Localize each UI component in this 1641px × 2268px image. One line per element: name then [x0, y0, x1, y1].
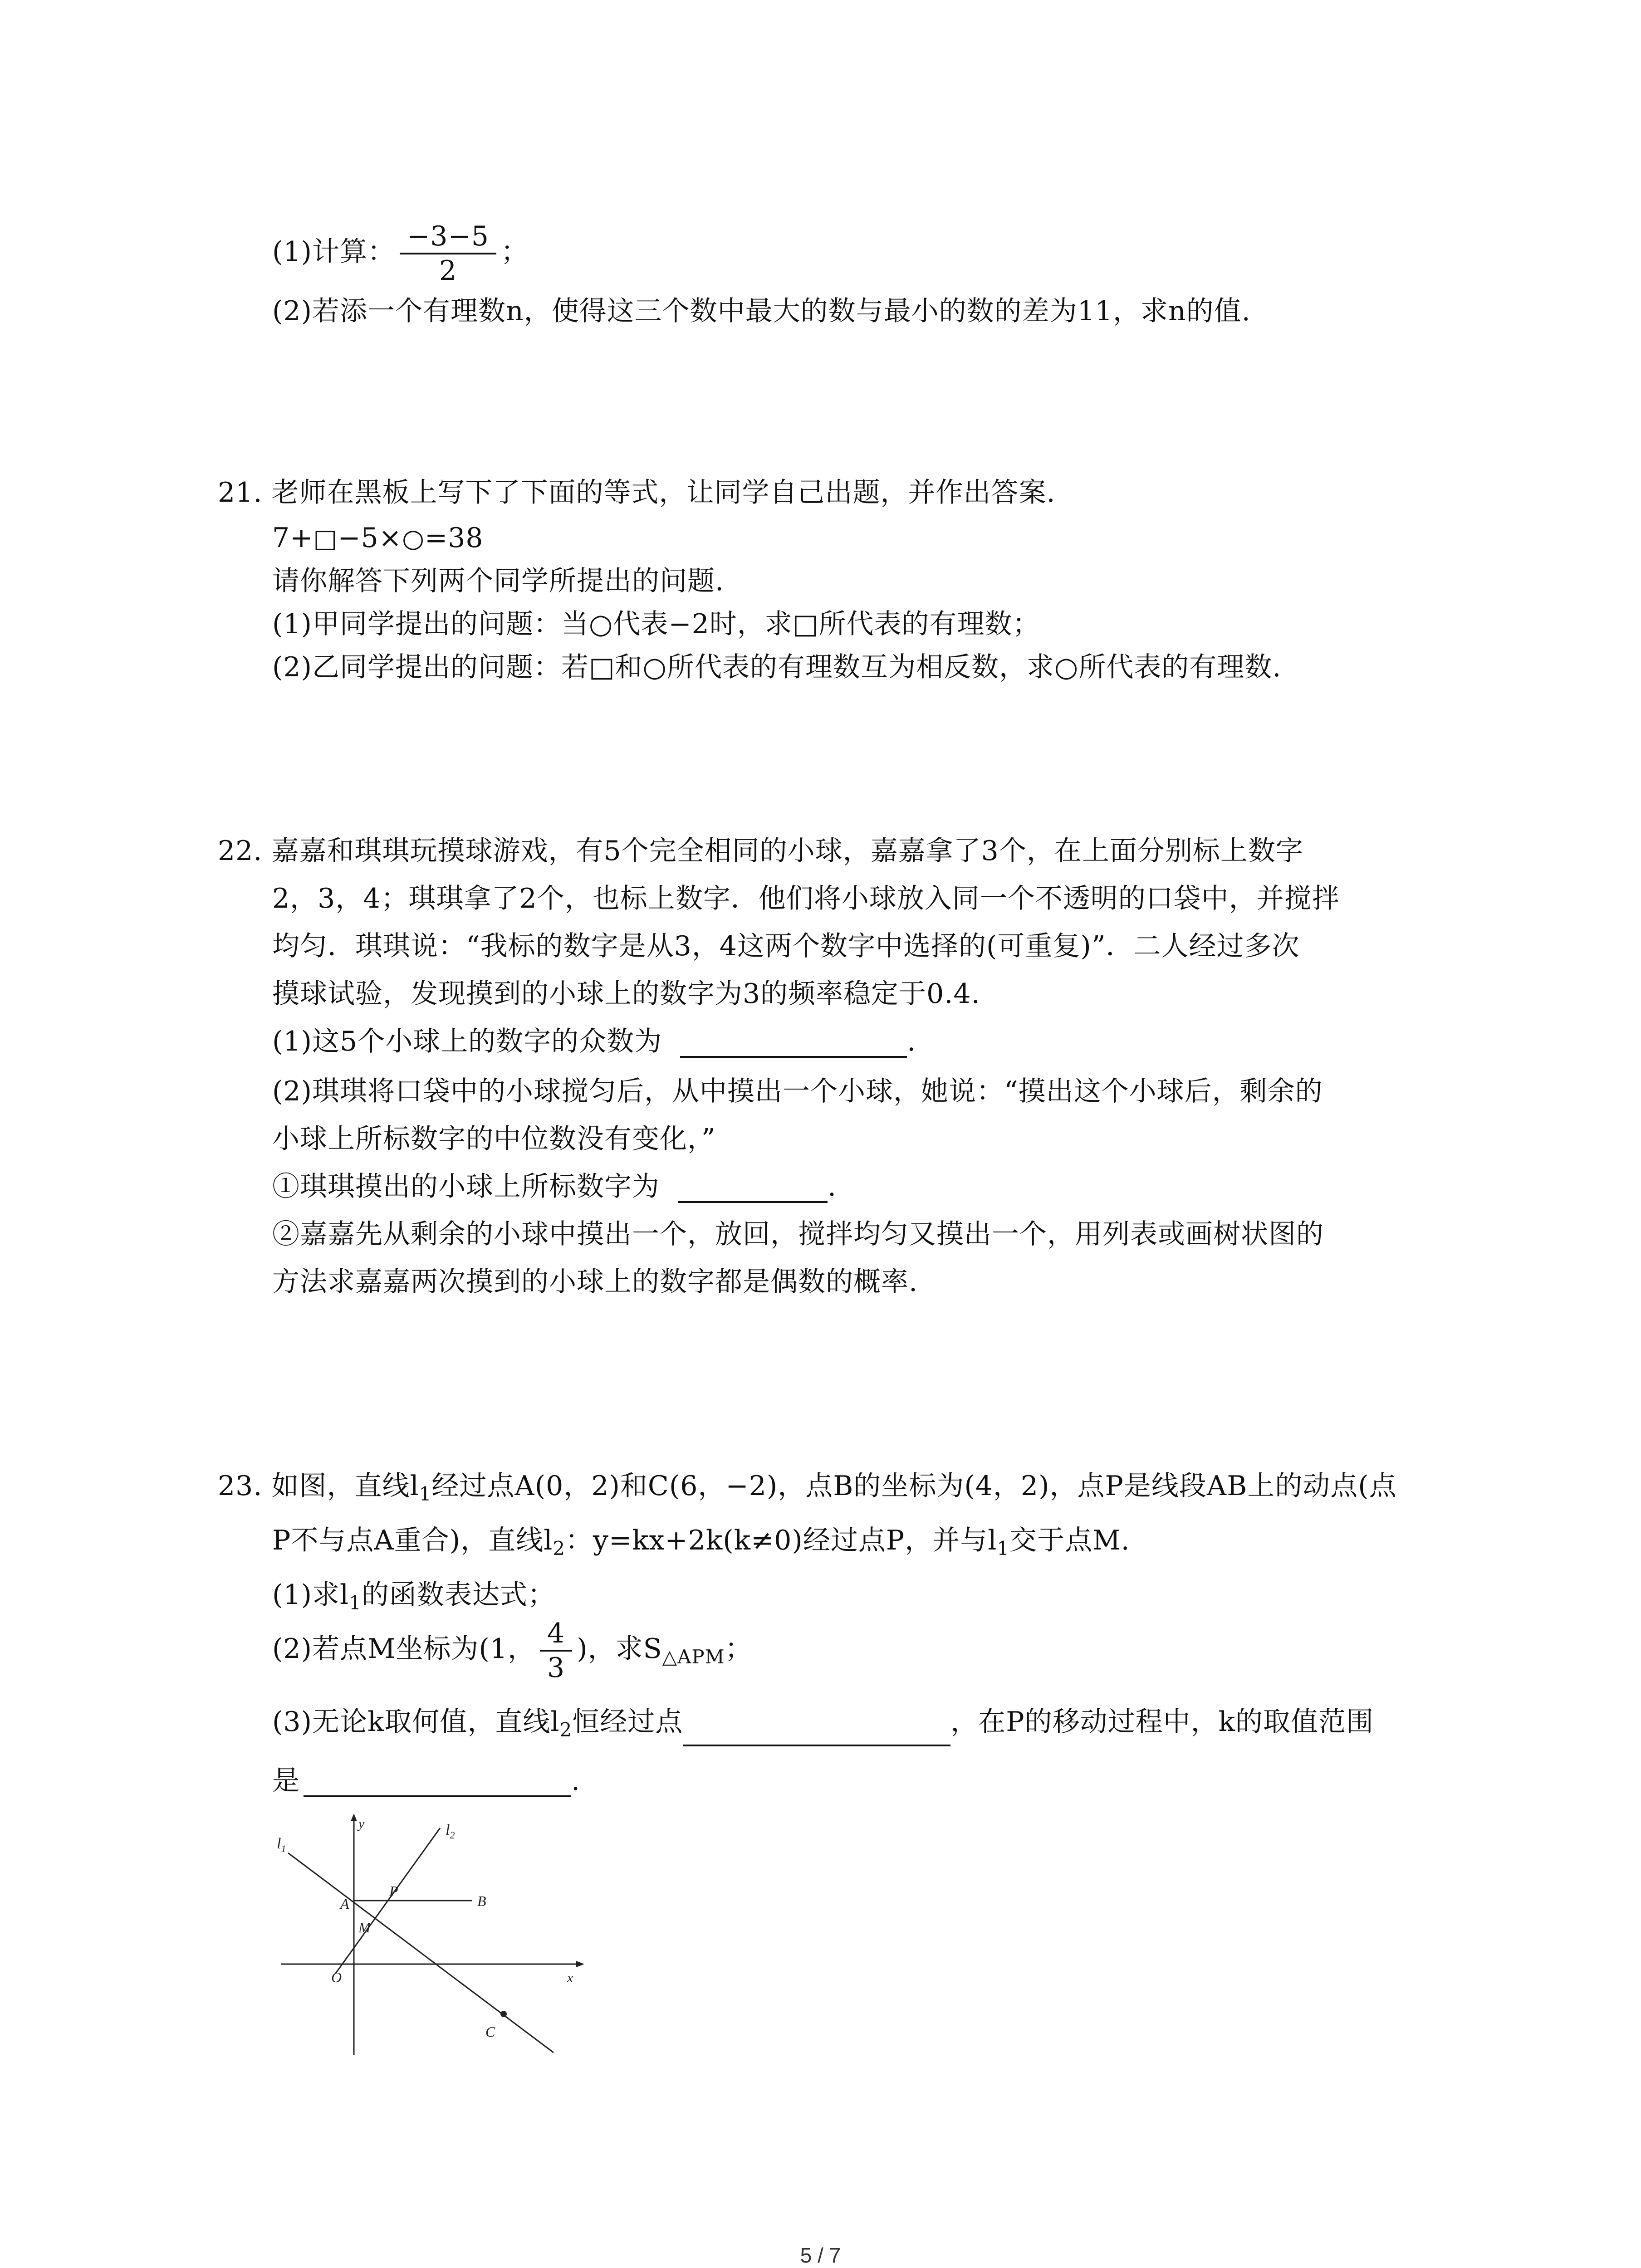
q22-sub1 [272, 1170, 837, 1203]
q22-sub1-end: . [828, 1171, 837, 1202]
q22-sub2-line2: 方法求嘉嘉两次摸到的小球上的数字都是偶数的概率. [272, 1266, 918, 1298]
q20-fraction-denominator: 2 [439, 255, 457, 287]
q23-part2 [272, 1615, 753, 1691]
q21-part2: (2)乙同学提出的问题：若□和○所代表的有理数互为相反数，求○所代表的有理数. [272, 651, 1282, 683]
answer-blank[interactable] [678, 1173, 828, 1203]
label-l2: $l_2$ [446, 1822, 455, 1841]
answer-blank[interactable] [680, 1028, 907, 1058]
q22-stem-line4: 摸球试验，发现摸到的小球上的数字为3的频率稳定于0.4. [272, 978, 980, 1010]
q20-part1-suffix: ； [500, 236, 529, 268]
q21-eq-part-a: 7+ [272, 522, 314, 554]
q21-part1: (1)甲同学提出的问题：当○代表−2时，求□所代表的有理数； [272, 608, 1040, 640]
q22-stem-line2: 2，3，4；琪琪拿了2个，也标上数字．他们将小球放入同一个不透明的口袋中，并搅拌 [272, 883, 1340, 914]
q20-fraction [400, 220, 496, 287]
q20-part1 [272, 218, 529, 287]
q23-l2-a: P不与点A重合)，直线l [272, 1525, 553, 1556]
x-axis-arrow-icon [576, 1961, 584, 1967]
label-p: P [389, 1883, 398, 1899]
q23-p3-c: ，在P的移动过程中，k的取值范围 [950, 1706, 1374, 1738]
q22-sub2-line1: ②嘉嘉先从剩余的小球中摸出一个，放回，搅拌均匀又摸出一个，用列表或画树状图的 [272, 1218, 1324, 1250]
answer-blank[interactable] [304, 1767, 571, 1797]
answer-blank[interactable] [683, 1716, 950, 1746]
line-l1 [288, 1853, 554, 2053]
square-symbol: □ [313, 524, 338, 553]
q22-part1 [272, 1025, 916, 1058]
label-x: x [567, 1970, 573, 1985]
q23-stem-line1 [218, 1470, 1397, 1510]
q23-p1-a: (1)求l [272, 1579, 349, 1611]
q23-fraction-numerator: 4 [540, 1617, 572, 1652]
q21-equation [272, 522, 484, 555]
q23-l2-b: ：y=kx+2k(k≠0)经过点P，并与l [565, 1525, 997, 1556]
q23-part3-line2 [272, 1765, 580, 1797]
label-y: y [358, 1816, 365, 1831]
q20-part2: (2)若添一个有理数n，使得这三个数中最大的数与最小的数的差为11，求n的值. [272, 295, 1251, 327]
q23-l2-sub2: 1 [997, 1537, 1010, 1559]
page-number: 5 / 7 [800, 2244, 841, 2267]
q23-fraction-denominator: 3 [547, 1652, 565, 1684]
q23-p3-a: (3)无论k取何值，直线l [272, 1706, 560, 1738]
q20-fraction-numerator: −3−5 [400, 220, 496, 254]
q23-fraction [540, 1617, 572, 1684]
q23-l2-sub: 2 [553, 1537, 566, 1559]
q23-stem-line2 [272, 1524, 1130, 1565]
q23-p1-b: 的函数表达式； [361, 1579, 555, 1611]
q22-part2-line2: 小球上所标数字的中位数没有变化，” [272, 1123, 716, 1155]
label-l1: $l_1$ [277, 1835, 286, 1854]
q23-l2-c: 交于点M. [1009, 1525, 1130, 1556]
q23-p2-c: ； [725, 1633, 753, 1665]
q22-stem-line1: 22. 嘉嘉和琪琪玩摸球游戏，有5个完全相同的小球，嘉嘉拿了3个，在上面分别标上数字 [218, 835, 1303, 867]
q23-l1-b: 经过点A(0，2)和C(6，−2)，点B的坐标为(4，2)，点P是线段AB上的动点(点 [431, 1470, 1397, 1502]
q23-p3-sub: 2 [559, 1719, 573, 1741]
label-c: C [485, 2024, 495, 2040]
point-c [500, 2011, 507, 2017]
q22-part1-end: . [907, 1026, 916, 1057]
q22-part2-line1: (2)琪琪将口袋中的小球搅匀后，从中摸出一个小球，她说：“摸出这个小球后，剩余的 [272, 1075, 1323, 1107]
q22-part1-text: (1)这5个小球上的数字的众数为 [272, 1026, 662, 1057]
circle-symbol: ○ [402, 524, 425, 553]
q23-p2-a: (2)若点M坐标为(1， [272, 1633, 536, 1665]
q22-stem-line3: 均匀．琪琪说：“我标的数字是从3，4这两个数字中选择的(可重复)”．二人经过多次 [272, 930, 1300, 962]
q23-p3-e: . [571, 1765, 581, 1797]
q23-part3-line1 [272, 1706, 1374, 1746]
q23-p2-sub: △APM [662, 1646, 725, 1668]
label-m: M [358, 1919, 371, 1936]
q23-l1-a: 23. 如图，直线l [218, 1470, 419, 1502]
q21-eq-part-c: =38 [424, 522, 484, 554]
q21-ask: 请你解答下列两个同学所提出的问题. [272, 565, 725, 597]
q22-sub1-text: ①琪琪摸出的小球上所标数字为 [272, 1171, 660, 1202]
q20-part1-label: (1)计算： [272, 236, 395, 268]
q23-p3-d: 是 [272, 1765, 300, 1797]
q23-l1-sub: 1 [419, 1483, 432, 1505]
q23-coordinate-figure [268, 1810, 612, 2064]
q23-p1-sub: 1 [349, 1592, 362, 1614]
label-o: O [331, 1969, 342, 1985]
label-a: A [340, 1896, 349, 1912]
label-b: B [477, 1893, 486, 1909]
y-axis-arrow-icon [351, 1813, 357, 1821]
q23-p2-b: )，求S [577, 1633, 662, 1665]
q23-part1 [272, 1579, 555, 1619]
q21-stem: 21. 老师在黑板上写下了下面的等式，让同学自己出题，并作出答案. [218, 477, 1056, 508]
q21-eq-part-b: −5× [338, 522, 402, 554]
q23-p3-b: 恒经过点 [572, 1706, 683, 1738]
